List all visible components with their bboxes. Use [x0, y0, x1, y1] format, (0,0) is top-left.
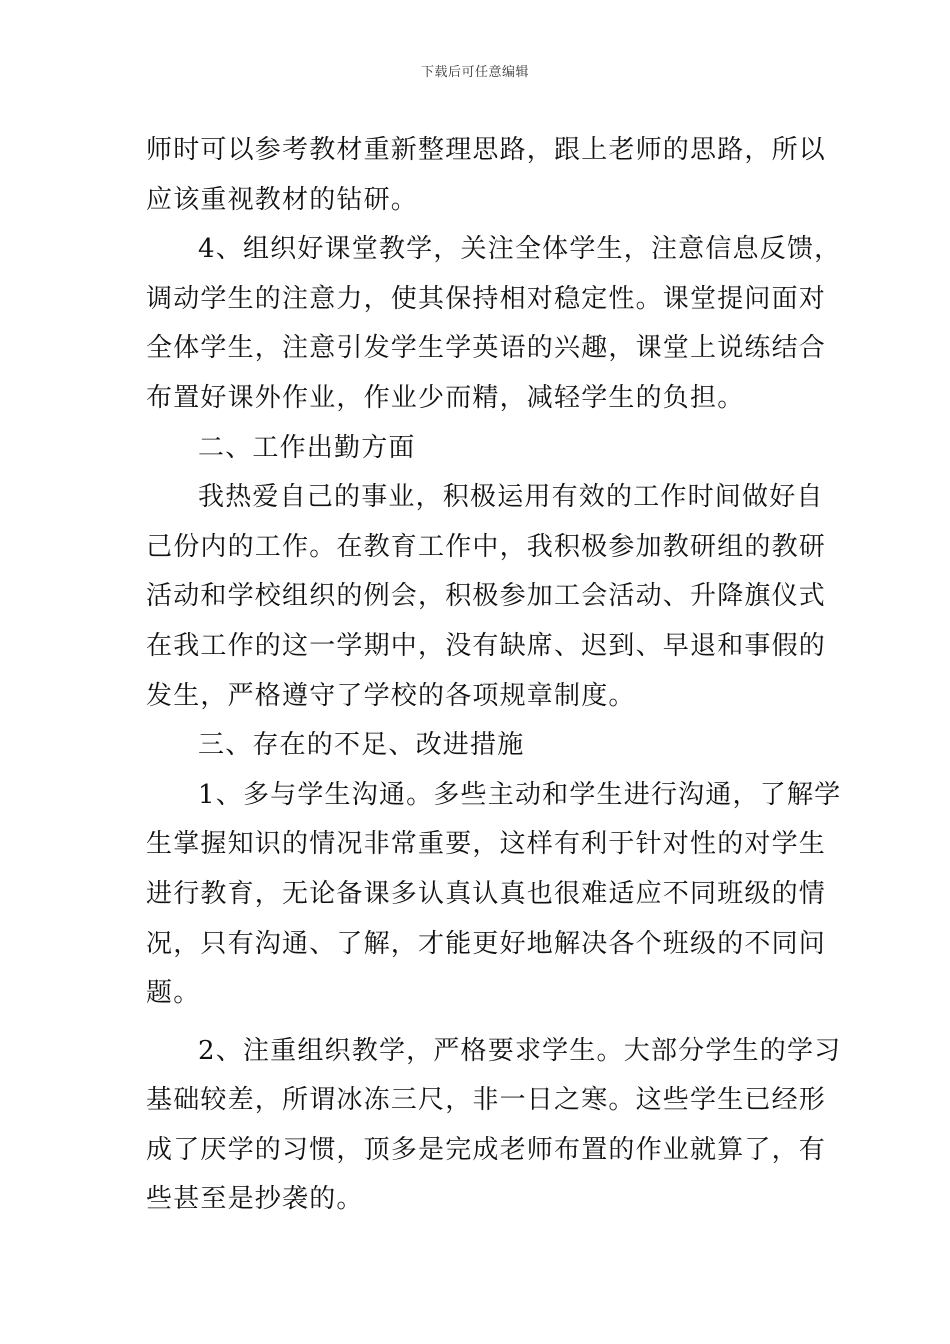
text-line: 成了厌学的习惯，顶多是完成老师布置的作业就算了，有	[146, 1134, 827, 1165]
text-line: 题。	[146, 978, 201, 1009]
paragraph-gap	[146, 1019, 808, 1027]
text-line: 师时可以参考教材重新整理思路，跟上老师的思路，所以	[146, 135, 827, 165]
text-line: 应该重视教材的钻研。	[146, 184, 419, 215]
section-heading: 三、存在的不足、改进措施	[198, 730, 525, 761]
text-line: 全体学生，注意引发学生学英语的兴趣，课堂上说练结合	[146, 333, 827, 364]
text-line: 2、注重组织教学，严格要求学生。大部分学生的学习	[198, 1035, 842, 1066]
text-line: 4、组织好课堂教学，关注全体学生，注意信息反馈，	[198, 234, 842, 265]
text-line: 己份内的工作。在教育工作中，我积极参加教研组的教研	[146, 531, 827, 562]
page-header: 下载后可任意编辑	[420, 65, 529, 80]
text-line: 况，只有沟通、了解，才能更好地解决各个班级的不同问	[146, 928, 827, 959]
text-line: 基础较差，所谓冰冻三尺，非一日之寒。这些学生已经形	[146, 1085, 827, 1116]
text-line: 在我工作的这一学期中，没有缺席、迟到、早退和事假的	[146, 630, 827, 661]
text-line: 些甚至是抄袭的。	[146, 1184, 364, 1215]
text-line: 进行教育，无论备课多认真认真也很难适应不同班级的情	[146, 878, 827, 909]
text-line: 布置好课外作业，作业少而精，减轻学生的负担。	[146, 382, 745, 413]
section-heading: 二、工作出勤方面	[198, 432, 416, 463]
document-body	[146, 126, 842, 1225]
text-line: 活动和学校组织的例会，积极参加工会活动、升降旗仪式	[146, 581, 827, 612]
text-line: 生掌握知识的情况非常重要，这样有利于针对性的对学生	[146, 829, 827, 860]
text-line: 调动学生的注意力，使其保持相对稳定性。课堂提问面对	[146, 283, 827, 314]
text-line: 我热爱自己的事业，积极运用有效的工作时间做好自	[198, 482, 824, 513]
text-line: 发生，严格遵守了学校的各项规章制度。	[146, 680, 636, 711]
text-line: 1、多与学生沟通。多些主动和学生进行沟通，了解学	[198, 779, 842, 810]
